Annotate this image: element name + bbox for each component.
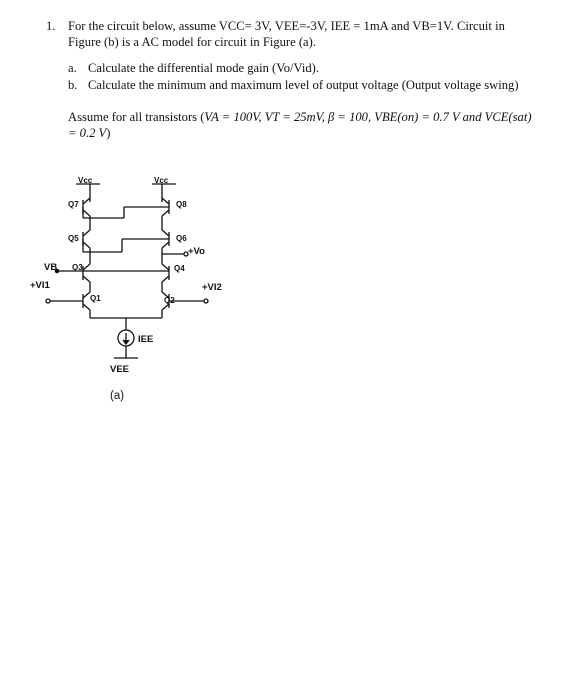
vi1-terminal (46, 299, 50, 303)
problem-1 (46, 18, 536, 141)
transistor-q4 (162, 264, 169, 292)
part-a-text: Calculate the differential mode gain (Vo/Vid). (88, 61, 319, 75)
transistor-q7 (83, 198, 90, 224)
label-vcc-right: Vcc (154, 176, 169, 185)
label-q2: Q2 (164, 296, 175, 305)
label-vee: VEE (110, 364, 130, 375)
transistor-q8 (162, 198, 169, 224)
part-a (68, 60, 536, 76)
label-q4: Q4 (174, 264, 185, 273)
label-q3: Q3 (72, 263, 83, 272)
current-source-iee (118, 330, 134, 346)
label-iee: IEE (138, 334, 154, 345)
transistor-q6 (162, 224, 169, 264)
label-vo: +Vo (188, 246, 205, 257)
part-b-letter: b. (68, 78, 78, 92)
label-q5: Q5 (68, 234, 79, 243)
problem-parts (68, 60, 536, 93)
vi2-terminal (204, 299, 208, 303)
label-vi1: +VI1 (30, 280, 50, 291)
circuit-figure-a (28, 168, 228, 418)
problem-stem: For the circuit below, assume VCC= 3V, VEE=-3V, IEE = 1mA and VB=1V. Circuit in Figure (b) is a AC model for circuit in Figure (a). (68, 19, 505, 49)
part-b (68, 77, 536, 93)
assume-suffix: ) (106, 126, 111, 140)
label-vcc-left: Vcc (78, 176, 93, 185)
figure-caption: (a) (110, 390, 125, 402)
label-q7: Q7 (68, 200, 79, 209)
circuit-schematic (28, 168, 228, 388)
assume-prefix: Assume for all transistors ( (68, 110, 205, 124)
transistor-q5 (83, 224, 90, 264)
label-q1: Q1 (90, 294, 101, 303)
label-vb: VB (44, 262, 58, 273)
transistor-q1 (83, 292, 90, 310)
transistor-q3 (83, 264, 90, 292)
part-a-letter: a. (68, 61, 77, 75)
label-q6: Q6 (176, 234, 187, 243)
assumptions (68, 109, 536, 141)
part-b-text: Calculate the minimum and maximum level of output voltage (Output voltage swing) (88, 78, 519, 92)
label-q8: Q8 (176, 200, 187, 209)
label-vi2: +VI2 (202, 282, 222, 293)
assume-math: VA = 100V, VT = 25mV, β = 100, VBE(on) = 0.7 V and VCE(sat) = 0.2 V (68, 110, 532, 140)
problem-number: 1. (46, 19, 56, 33)
